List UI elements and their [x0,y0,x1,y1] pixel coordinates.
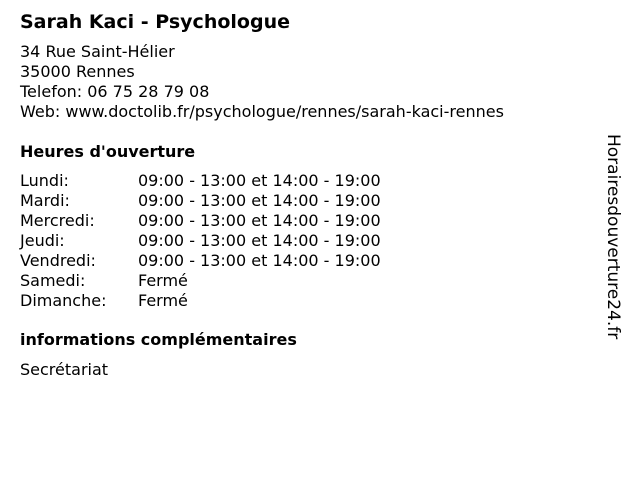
hours-row-sunday [20,291,600,311]
day-label: Dimanche: [20,291,107,310]
city-postcode: 35000 Rennes [20,62,135,81]
day-label: Jeudi: [20,231,65,250]
day-hours: 09:00 - 13:00 et 14:00 - 19:00 [138,211,381,230]
day-hours: 09:00 - 13:00 et 14:00 - 19:00 [138,251,381,270]
day-label: Lundi: [20,171,69,190]
address-block [20,42,600,122]
day-hours: 09:00 - 13:00 et 14:00 - 19:00 [138,171,381,190]
page-title: Sarah Kaci - Psychologue [20,11,290,33]
website-link[interactable]: Web: www.doctolib.fr/psychologue/rennes/sarah-kaci-rennes [20,102,504,121]
hours-row-thursday [20,231,600,251]
site-watermark: Horairesdouverture24.fr [603,134,623,340]
day-label: Samedi: [20,271,86,290]
opening-hours-table [20,171,600,311]
street-address: 34 Rue Saint-Hélier [20,42,175,61]
additional-info-text: Secrétariat [20,360,109,379]
day-hours: Fermé [138,271,188,290]
day-hours: 09:00 - 13:00 et 14:00 - 19:00 [138,231,381,250]
hours-row-tuesday [20,191,600,211]
hours-row-friday [20,251,600,271]
additional-info-heading: informations complémentaires [20,330,297,349]
phone-number: Telefon: 06 75 28 79 08 [20,82,210,101]
business-listing [20,8,600,380]
day-label: Vendredi: [20,251,96,270]
day-label: Mercredi: [20,211,95,230]
day-label: Mardi: [20,191,70,210]
day-hours: 09:00 - 13:00 et 14:00 - 19:00 [138,191,381,210]
hours-row-saturday [20,271,600,291]
hours-row-monday [20,171,600,191]
opening-hours-heading: Heures d'ouverture [20,142,196,161]
day-hours: Fermé [138,291,188,310]
hours-row-wednesday [20,211,600,231]
